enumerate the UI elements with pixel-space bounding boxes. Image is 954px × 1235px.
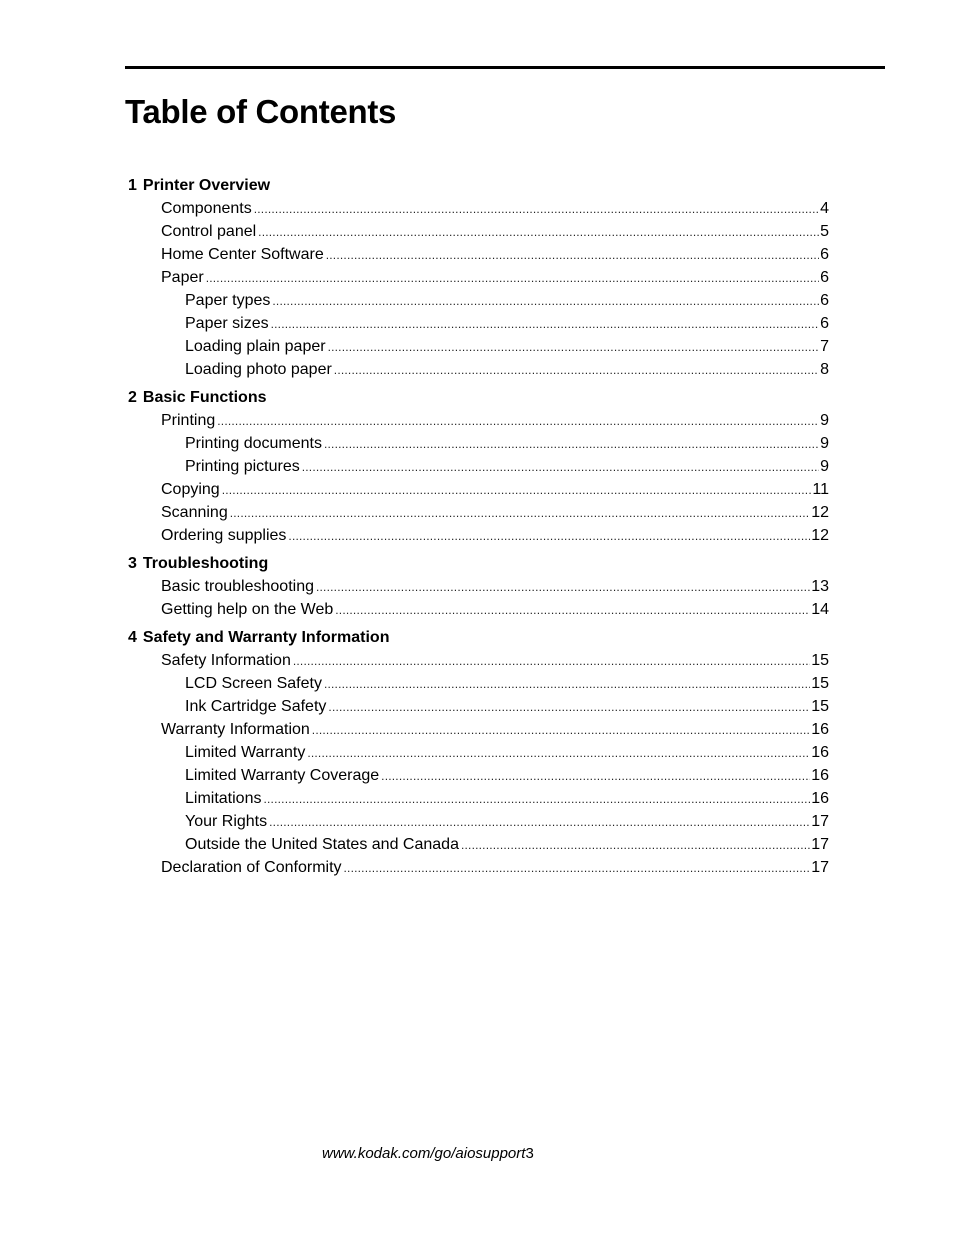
chapter-title: Troubleshooting: [142, 555, 269, 572]
page-footer: [322, 1144, 534, 1164]
toc-entry[interactable]: [127, 197, 829, 220]
toc-entry[interactable]: [127, 409, 829, 432]
chapter-number: 3: [128, 555, 137, 572]
page-title: Table of Contents: [125, 93, 397, 130]
toc-entry-page: 16: [811, 767, 829, 784]
toc-subentry[interactable]: [127, 741, 829, 764]
toc-entry-page: 17: [811, 836, 829, 853]
support-url-link[interactable]: www.kodak.com/go/aiosupport: [322, 1145, 526, 1162]
toc-entry[interactable]: [127, 856, 829, 879]
toc-entry-label: Ordering supplies: [161, 527, 287, 544]
toc-entry-page: 12: [811, 504, 829, 521]
toc-entry-page: 16: [811, 744, 829, 761]
toc-entry-page: 16: [811, 790, 829, 807]
dot-leader: [217, 410, 819, 433]
dot-leader: [381, 765, 810, 788]
toc-entry-label: Declaration of Conformity: [161, 859, 342, 876]
chapter-number: 1: [128, 177, 137, 194]
toc-entry-page: 17: [811, 859, 829, 876]
toc-entry-label: Paper: [161, 269, 204, 286]
top-rule: [125, 66, 885, 69]
toc-entry-page: 6: [820, 315, 829, 332]
toc-subentry[interactable]: [127, 764, 829, 787]
dot-leader: [324, 673, 810, 696]
toc-entry-page: 15: [811, 698, 829, 715]
chapter-title: Printer Overview: [142, 177, 271, 194]
dot-leader: [328, 696, 810, 719]
chapter-heading[interactable]: [127, 626, 829, 649]
dot-leader: [461, 834, 810, 857]
toc-entry-label: Loading plain paper: [185, 338, 326, 355]
dot-leader: [222, 479, 812, 502]
dot-leader: [254, 198, 819, 221]
toc-entry[interactable]: [127, 598, 829, 621]
toc-entry[interactable]: [127, 220, 829, 243]
dot-leader: [307, 742, 810, 765]
toc-subentry[interactable]: [127, 833, 829, 856]
dot-leader: [334, 359, 819, 382]
toc-entry[interactable]: [127, 649, 829, 672]
dot-leader: [258, 221, 819, 244]
toc-entry-label: Printing pictures: [185, 458, 300, 475]
toc-entry-page: 12: [811, 527, 829, 544]
toc-entry-page: 15: [811, 675, 829, 692]
toc-subentry[interactable]: [127, 432, 829, 455]
toc-entry-label: Limitations: [185, 790, 262, 807]
toc-entry-label: Loading photo paper: [185, 361, 332, 378]
toc-entry-page: 4: [820, 200, 829, 217]
dot-leader: [206, 267, 819, 290]
chapter-number: 4: [128, 629, 137, 646]
toc-entry-label: Components: [161, 200, 252, 217]
toc-entry-label: Basic troubleshooting: [161, 578, 314, 595]
dot-leader: [316, 576, 810, 599]
toc-entry[interactable]: [127, 524, 829, 547]
dot-leader: [272, 290, 819, 313]
dot-leader: [335, 599, 810, 622]
toc-entry-label: Safety Information: [161, 652, 291, 669]
page-number: 3: [525, 1145, 534, 1162]
toc-entry[interactable]: [127, 266, 829, 289]
toc-entry-page: 11: [812, 481, 829, 498]
table-of-contents: [127, 174, 829, 879]
toc-entry-page: 17: [811, 813, 829, 830]
dot-leader: [328, 336, 820, 359]
toc-subentry[interactable]: [127, 289, 829, 312]
toc-entry-label: Your Rights: [185, 813, 268, 830]
toc-entry-page: 13: [811, 578, 829, 595]
chapter-title: Safety and Warranty Information: [142, 629, 390, 646]
toc-entry-page: 16: [811, 721, 829, 738]
toc-entry-page: 6: [820, 246, 829, 263]
toc-entry-label: Home Center Software: [161, 246, 324, 263]
dot-leader: [269, 811, 810, 834]
dot-leader: [324, 433, 819, 456]
dot-leader: [288, 525, 810, 548]
toc-entry-page: 6: [820, 269, 829, 286]
toc-entry-label: Paper types: [185, 292, 271, 309]
toc-entry-page: 15: [811, 652, 829, 669]
toc-entry-page: 5: [820, 223, 829, 240]
dot-leader: [302, 456, 819, 479]
toc-entry-page: 9: [820, 458, 829, 475]
dot-leader: [312, 719, 810, 742]
toc-subentry[interactable]: [127, 358, 829, 381]
toc-entry-label: LCD Screen Safety: [185, 675, 322, 692]
toc-entry-page: 8: [820, 361, 829, 378]
toc-subentry[interactable]: [127, 787, 829, 810]
chapter-heading[interactable]: [127, 552, 829, 575]
toc-entry-label: Warranty Information: [161, 721, 310, 738]
toc-subentry[interactable]: [127, 335, 829, 358]
dot-leader: [271, 313, 820, 336]
dot-leader: [326, 244, 819, 267]
toc-entry[interactable]: [127, 501, 829, 524]
toc-entry-label: Limited Warranty: [185, 744, 306, 761]
dot-leader: [230, 502, 810, 525]
chapter-heading[interactable]: [127, 174, 829, 197]
toc-entry-label: Getting help on the Web: [161, 601, 334, 618]
toc-subentry[interactable]: [127, 312, 829, 335]
chapter-title: Basic Functions: [142, 389, 267, 406]
dot-leader: [263, 788, 810, 811]
toc-subentry[interactable]: [127, 810, 829, 833]
toc-subentry[interactable]: [127, 672, 829, 695]
toc-entry-label: Outside the United States and Canada: [185, 836, 459, 853]
dot-leader: [293, 650, 810, 673]
toc-subentry[interactable]: [127, 695, 829, 718]
toc-entry-page: 7: [820, 338, 829, 355]
toc-entry-label: Scanning: [161, 504, 228, 521]
toc-entry-page: 14: [811, 601, 829, 618]
toc-entry[interactable]: [127, 478, 829, 501]
toc-entry-page: 9: [820, 435, 829, 452]
toc-entry-page: 6: [820, 292, 829, 309]
toc-entry-page: 9: [820, 412, 829, 429]
toc-entry-label: Paper sizes: [185, 315, 269, 332]
chapter-number: 2: [128, 389, 137, 406]
toc-entry[interactable]: [127, 243, 829, 266]
toc-entry-label: Printing documents: [185, 435, 322, 452]
toc-entry-label: Printing: [161, 412, 216, 429]
toc-entry[interactable]: [127, 718, 829, 741]
toc-entry-label: Copying: [161, 481, 220, 498]
toc-entry-label: Control panel: [161, 223, 257, 240]
chapter-heading[interactable]: [127, 386, 829, 409]
toc-entry[interactable]: [127, 575, 829, 598]
dot-leader: [344, 857, 811, 880]
toc-subentry[interactable]: [127, 455, 829, 478]
toc-entry-label: Limited Warranty Coverage: [185, 767, 380, 784]
toc-entry-label: Ink Cartridge Safety: [185, 698, 327, 715]
